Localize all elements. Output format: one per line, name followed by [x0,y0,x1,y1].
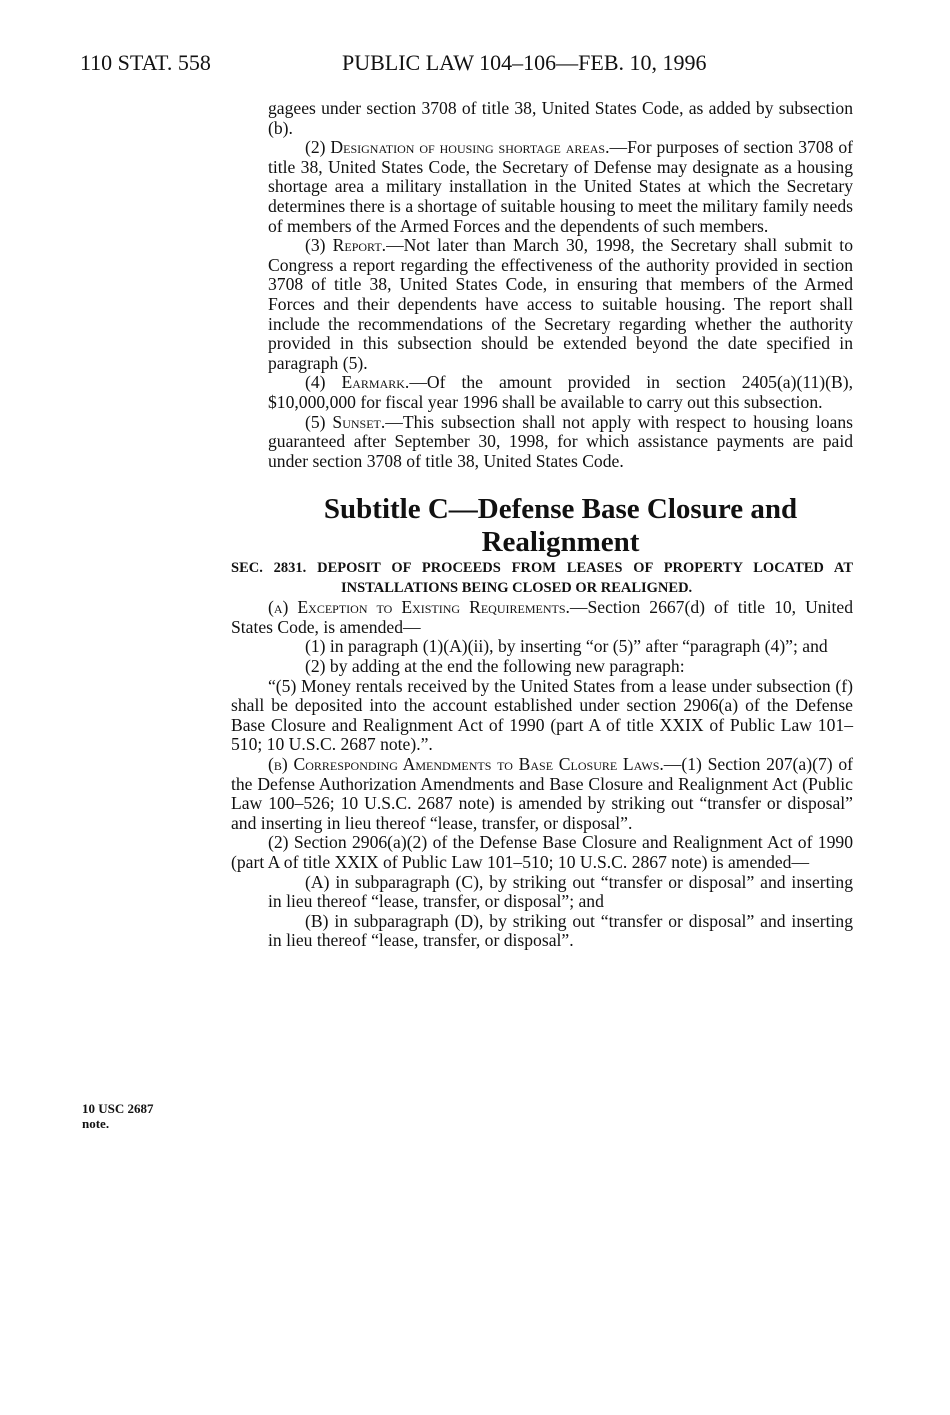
paragraph-designation [231,138,853,236]
public-law-title: PUBLIC LAW 104–106—FEB. 10, 1996 [342,50,707,75]
paragraph-heading: (4) Earmark. [305,372,410,393]
subsection-text: —(1) Section 207(a)(7) of the Defense Authorization Amendments and Base Closure and Realignment Act (Public Law 100–526; 10 U.S.C. 2687 note) is amended by striking out “transfer or disposal” and inserting in lieu thereof “lease, transfer, or disposal”. [231,754,854,833]
subparagraph-b: (B) in subparagraph (D), by striking out “transfer or disposal” and inserting in lieu thereof “lease, transfer, or disposal”. [268,910,853,951]
subsection-b-item-2: (2) Section 2906(a)(2) of the Defense Base Closure and Realignment Act of 1990 (part A of title XXIX of Public Law 101–510; 10 U.S.C. 2867 note) is amended— [231,832,853,872]
subtitle-line-2: Realignment [481,526,640,559]
paragraph-text: —This subsection shall not apply with respect to housing loans guaranteed after September 30, 1998, for which assistance payments are paid under section 3708 of title 38, United States Code. [268,411,854,471]
subsection-b [231,755,853,833]
subsection-a-item-1: (1) in paragraph (1)(A)(ii), by inserting “or (5)” after “paragraph (4)”; and [305,636,828,657]
subsection-a [231,598,853,637]
subsection-heading: (b) Corresponding Amendments to Base Closure Laws. [268,754,664,775]
paragraph-report [231,236,853,373]
margin-note-line-1: 10 USC 2687 [82,1101,154,1116]
subparagraph-a: (A) in subparagraph (C), by striking out “transfer or disposal” and inserting in lieu thereof “lease, transfer, or disposal”; and [268,871,853,912]
subtitle-heading [231,493,853,559]
subsection-heading: (a) Exception to Existing Requirements. [268,597,570,618]
paragraph-text: —Of the amount provided in section 2405(a)(11)(B), $10,000,000 for fiscal year 1996 shall be available to carry out this subsection. [268,372,853,412]
subsection-text: —Section 2667(d) of title 10, United States Code, is amended— [231,597,853,637]
paragraph-heading: (3) Report. [305,235,387,256]
running-header [0,50,950,82]
subtitle-line-1: Subtitle C—Defense Base Closure and [323,493,798,526]
margin-note [82,1101,202,1131]
paragraph-earmark [231,373,853,412]
paragraph-text: —For purposes of section 3708 of title 38, United States Code, the Secretary of Defense may designate as a housing shortage area a military installation in the United States at which the Secretary determines there is a shortage of suitable housing to meet the military family needs of members of the Armed Forces and the dependents of such members. [268,137,853,236]
margin-note-line-2: note. [82,1116,110,1131]
quoted-paragraph: “(5) Money rentals received by the United States from a lease under subsection (f) shall be deposited into the account established under section 2906(a) of the Defense Base Closure and Realignment Act of 1990 (part A of title XXIX of Public Law 101–510; 10 U.S.C. 2687 note).”. [231,675,853,755]
section-heading: SEC. 2831. DEPOSIT OF PROCEEDS FROM LEASES OF PROPERTY LOCATED AT INSTALLATIONS BEING CLOSED OR REALIGNED. [231,560,853,596]
paragraph-heading: (5) Sunset. [305,411,386,432]
paragraph-sunset [231,413,853,472]
paragraph-heading: (2) Designation of housing shortage areas. [305,137,610,158]
paragraph-text: —Not later than March 30, 1998, the Secretary shall submit to Congress a report regarding the effectiveness of the authority provided in section 3708 of title 38, United States Code, in ensuring that members of the Armed Forces and their dependents have access to suitable housing. The report shall include the recommendations of the Secretary regarding whether the authority provided in this subsection should be extended beyond the date specified in paragraph (5). [268,235,853,373]
page-body [231,99,853,951]
subsection-a-item-2: (2) by adding at the end the following new paragraph: [305,656,685,677]
stat-page-number: 110 STAT. 558 [80,50,211,75]
continued-paragraph: gagees under section 3708 of title 38, United States Code, as added by subsection (b). [268,98,853,138]
